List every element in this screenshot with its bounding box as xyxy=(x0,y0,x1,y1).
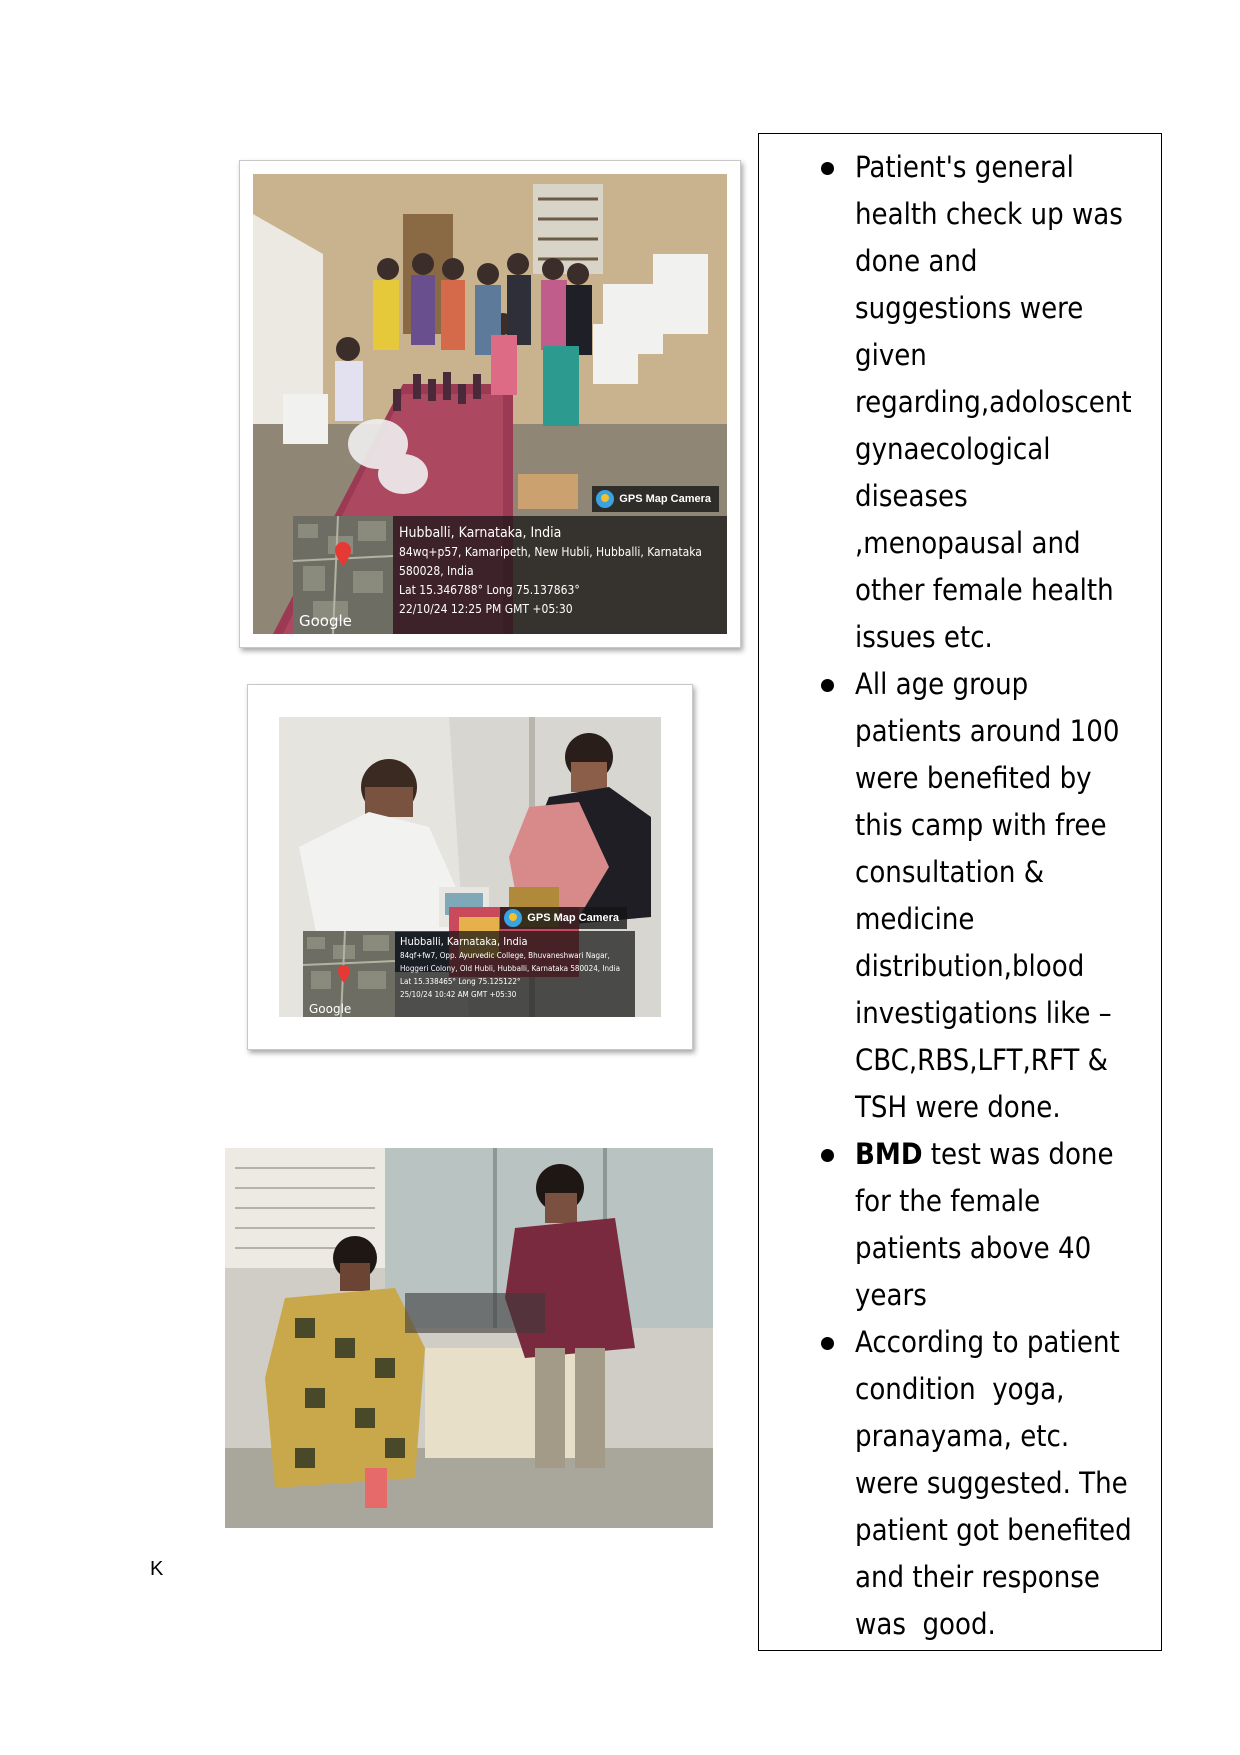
gps-overlay-2 xyxy=(303,912,635,1017)
gps-line: 580028, India xyxy=(399,564,474,578)
summary-text-box xyxy=(758,133,1162,1651)
bullet-item xyxy=(759,144,1161,661)
bullet-line: given xyxy=(855,338,927,372)
bullet-line: patient got benefited xyxy=(855,1513,1132,1547)
bullet-line: diseases xyxy=(855,479,968,513)
gps-timestamp: 22/10/24 12:25 PM GMT +05:30 xyxy=(399,602,573,616)
bullet-line xyxy=(855,1131,1153,1178)
photo-frame-1 xyxy=(239,160,741,648)
bullet-line: patients around 100 xyxy=(855,714,1120,748)
camp-photo-1 xyxy=(253,174,727,634)
gps-coordinates: Lat 15.338465° Long 75.125122° xyxy=(400,977,521,986)
bullet-line: were suggested. The xyxy=(855,1466,1128,1500)
bullet-line: for the female xyxy=(855,1184,1041,1218)
bullet-line: consultation & xyxy=(855,855,1045,889)
bullet-item xyxy=(759,1319,1161,1648)
bullet-line: suggestions were xyxy=(855,291,1084,325)
gps-badge-icon xyxy=(596,490,614,508)
gps-line: 84wq+p57, Kamaripeth, New Hubli, Hubballi, Karnataka xyxy=(399,545,702,559)
gps-location-title: Hubballi, Karnataka, India xyxy=(399,525,562,541)
footer-mark: K xyxy=(150,1558,164,1580)
bullet-line: issues etc. xyxy=(855,620,993,654)
bullet-icon xyxy=(821,1149,834,1162)
gps-caption xyxy=(400,935,629,1001)
gps-coordinates: Lat 15.346788° Long 75.137863° xyxy=(399,583,580,597)
summary-bullet-list xyxy=(759,144,1161,1648)
camp-photo-3 xyxy=(225,1148,713,1528)
bmd-bold-term: BMD xyxy=(855,1137,923,1171)
bullet-line: were benefited by xyxy=(855,761,1092,795)
gps-location-title: Hubballi, Karnataka, India xyxy=(400,935,528,948)
bullet-line: distribution,blood xyxy=(855,949,1085,983)
bullet-line: regarding,adoloscent xyxy=(855,385,1132,419)
gps-thumbnail-map xyxy=(303,931,395,1017)
bullet-line: medicine xyxy=(855,902,975,936)
gps-map-camera-badge: GPS Map Camera xyxy=(592,486,719,512)
camp-photo-2 xyxy=(279,717,661,1017)
bullet-icon xyxy=(821,679,834,692)
bullet-line: gynaecological xyxy=(855,432,1051,466)
bullet-icon xyxy=(821,1337,834,1350)
bullet-line: and their response xyxy=(855,1560,1100,1594)
bullet-item xyxy=(759,661,1161,1131)
bullet-line: ,menopausal and xyxy=(855,526,1081,560)
bullet-line: condition yoga, xyxy=(855,1372,1065,1406)
bullet-item xyxy=(759,1131,1161,1319)
photo-frame-2 xyxy=(247,684,693,1050)
gps-overlay-1 xyxy=(293,493,727,634)
gps-thumbnail-map xyxy=(293,516,393,634)
bullet-line: years xyxy=(855,1278,927,1312)
bullet-line: done and xyxy=(855,244,978,278)
gps-caption xyxy=(399,524,721,619)
bullet-line: patients above 40 xyxy=(855,1231,1092,1265)
bullet-line: was good. xyxy=(855,1607,996,1641)
bullet-icon xyxy=(821,162,834,175)
bullet-line: Patient's general xyxy=(855,150,1074,184)
bullet-line-rest: test was done xyxy=(922,1137,1114,1171)
bullet-line: CBC,RBS,LFT,RFT & xyxy=(855,1043,1108,1077)
bullet-line: pranayama, etc. xyxy=(855,1419,1070,1453)
gps-timestamp: 25/10/24 10:42 AM GMT +05:30 xyxy=(400,990,517,999)
gps-line: 84qf+fw7, Opp. Ayurvedic College, Bhuvaneshwari Nagar, xyxy=(400,951,610,960)
gps-badge-icon xyxy=(504,909,522,927)
bullet-line: All age group xyxy=(855,667,1029,701)
bullet-line: According to patient xyxy=(855,1325,1120,1359)
gps-line: Hoggeri Colony, Old Hubli, Hubballi, Karnataka 580024, India xyxy=(400,964,621,973)
bullet-line: health check up was xyxy=(855,197,1123,231)
google-map-label: Google xyxy=(309,1002,352,1016)
bullet-line: investigations like – xyxy=(855,996,1112,1030)
gps-map-camera-badge: GPS Map Camera xyxy=(500,907,627,929)
bullet-line: this camp with free xyxy=(855,808,1107,842)
google-map-label: Google xyxy=(299,612,352,630)
bullet-line: other female health xyxy=(855,573,1114,607)
bullet-line: TSH were done. xyxy=(855,1090,1061,1124)
